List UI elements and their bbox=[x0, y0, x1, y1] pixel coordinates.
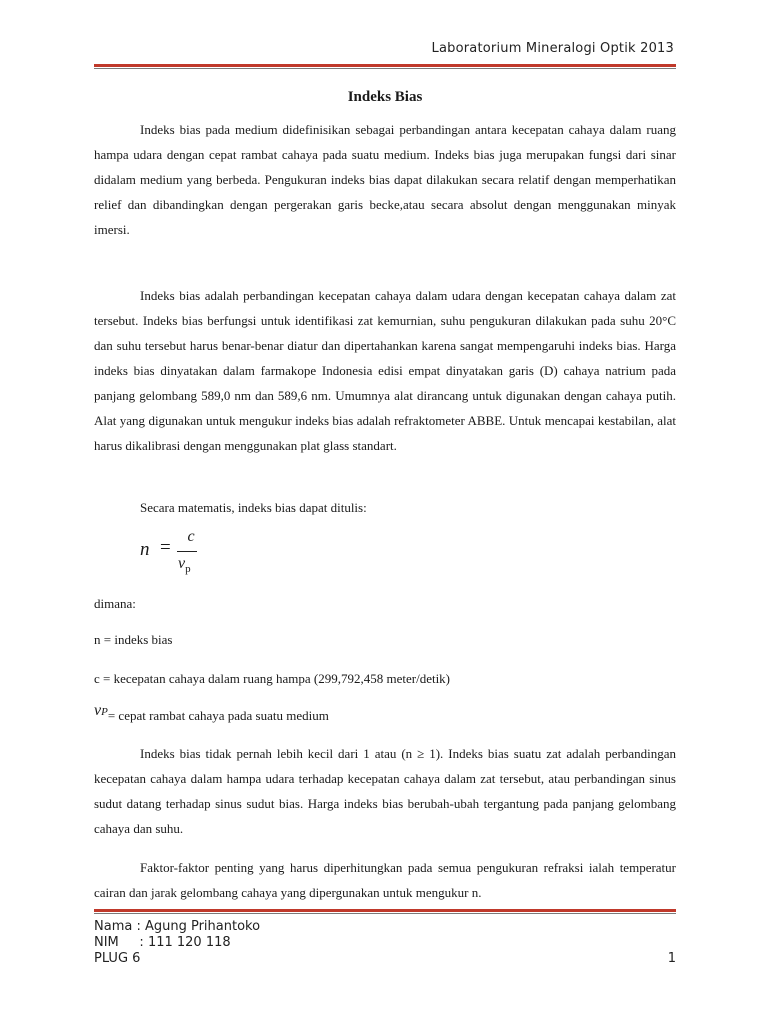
definition-n: n = indeks bias bbox=[94, 632, 173, 647]
definition-c: c = kecepatan cahaya dalam ruang hampa (299,792,458 meter/detik) bbox=[94, 671, 451, 686]
header-rule-thin bbox=[94, 68, 676, 69]
vp-symbol-base: v bbox=[94, 702, 102, 719]
formula-lhs: n bbox=[140, 539, 150, 560]
refractive-index-formula bbox=[140, 528, 220, 580]
formula-intro: Secara matematis, indeks bias dapat ditulis: bbox=[140, 500, 367, 515]
footer-nim: NIM : 111 120 118 bbox=[94, 935, 231, 950]
vp-symbol-sub: P bbox=[101, 706, 108, 718]
formula-equals: = bbox=[160, 537, 171, 558]
footer-rule-thin bbox=[94, 913, 676, 914]
formula-denominator-sub: p bbox=[185, 563, 191, 576]
formula-numerator: c bbox=[187, 528, 195, 545]
fraction-bar bbox=[177, 551, 197, 552]
paragraph-properties: Indeks bias tidak pernah lebih kecil dari 1 atau (n ≥ 1). Indeks bias suatu zat adalah perbandingan kecepatan cahaya dalam hampa udara terhadap kecepatan cahaya dalam zat tersebut, atau perbandingan sinus sudut datang terhadap sinus sudut bias. Harga indeks bias berubah-ubah tergantung pada panjang gelombang cahaya dan suhu. bbox=[94, 746, 676, 836]
header-rule-thick bbox=[94, 64, 676, 67]
document-title: Indeks Bias bbox=[347, 89, 423, 105]
definition-vp bbox=[94, 702, 329, 727]
footer-name: Nama : Agung Prihantoko bbox=[94, 919, 261, 934]
paragraph-definition: Indeks bias pada medium didefinisikan sebagai perbandingan antara kecepatan cahaya dalam ruang hampa udara dengan cepat rambat cahaya pada suatu medium. Indeks bias juga merupakan fungsi dari sinar didalam medium yang berbeda. Pengukuran indeks bias dapat dilakukan secara relatif dengan memperhatikan relief dan dibandingkan dengan pergerakan garis becke,atau secara absolut dengan menggunakan minyak imersi. bbox=[94, 122, 676, 237]
formula-denominator-base: v bbox=[178, 555, 186, 572]
footer-rule bbox=[94, 909, 676, 915]
vp-symbol bbox=[94, 702, 108, 719]
paragraph-explanation: Indeks bias adalah perbandingan kecepatan cahaya dalam udara dengan kecepatan cahaya dalam zat tersebut. Indeks bias berfungsi untuk identifikasi zat kemurnian, suhu pengukuran dilakukan pada suhu 20°C dan suhu tersebut harus benar-benar diatur dan dipertahankan karena sangat mempengaruhi indeks bias. Harga indeks bias dinyatakan dalam farmakope Indonesia edisi empat dinyatakan garis (D) cahaya natrium pada panjang gelombang 589,0 nm dan 589,6 nm. Umumnya alat dirancang untuk digunakan dengan cahaya putih. Alat yang digunakan untuk mengukur indeks bias adalah refraktometer ABBE. Untuk mencapai kestabilan, alat harus dikalibrasi dengan menggunakan plat glass standart. bbox=[94, 288, 676, 453]
footer-rule-thick bbox=[94, 909, 676, 912]
page-number: 1 bbox=[667, 951, 676, 966]
paragraph-factors: Faktor-faktor penting yang harus diperhitungkan pada semua pengukuran refraksi ialah temperatur cairan dan jarak gelombang cahaya yang dipergunakan untuk mengukur n. bbox=[94, 860, 676, 900]
header-rule bbox=[94, 64, 676, 70]
definition-vp-text: = cepat rambat cahaya pada suatu medium bbox=[107, 708, 329, 723]
footer-plug: PLUG 6 bbox=[94, 951, 141, 966]
label-dimana: dimana: bbox=[94, 596, 136, 611]
formula-denominator bbox=[178, 555, 191, 575]
page-header: Laboratorium Mineralogi Optik 2013 bbox=[431, 41, 674, 56]
